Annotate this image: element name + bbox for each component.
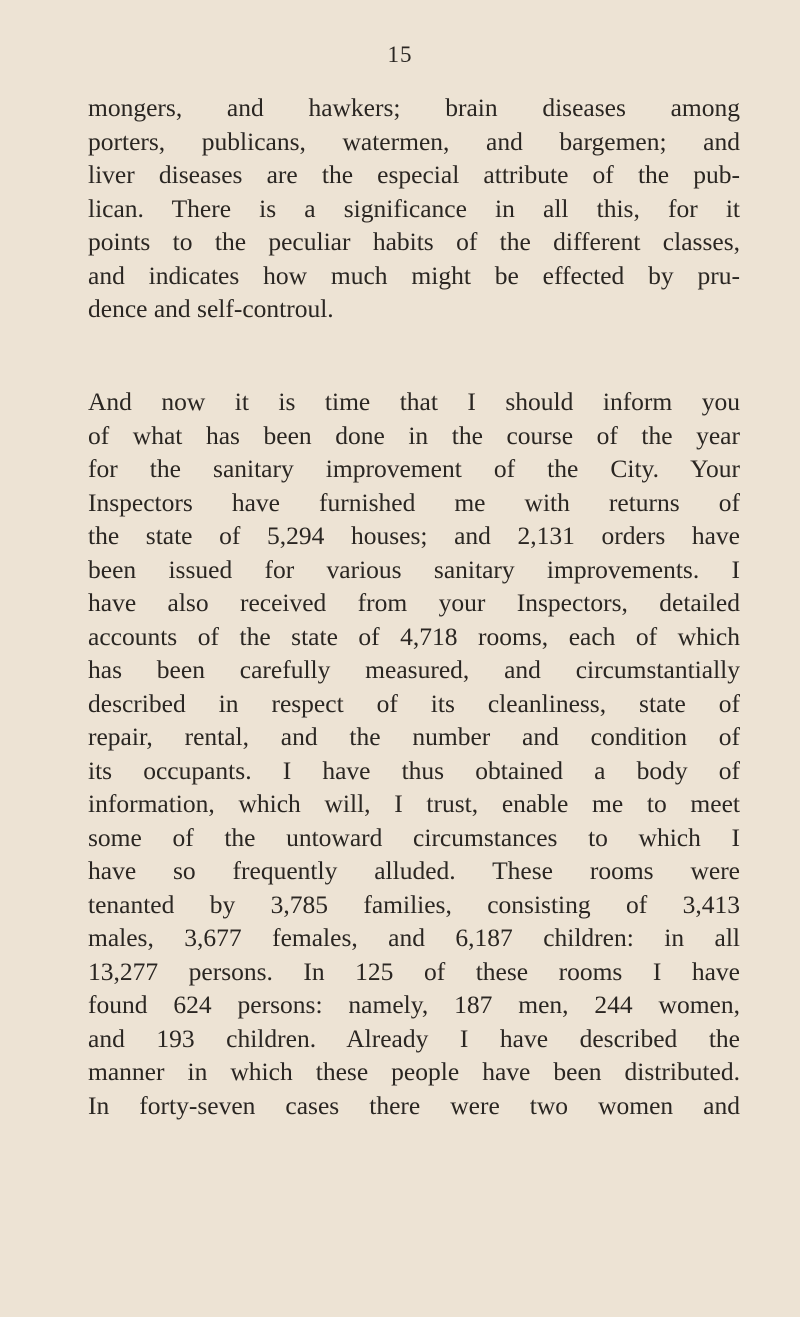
text-line: described in respect of its cleanliness, state of (88, 688, 740, 718)
text-line: found 624 persons: namely, 187 men, 244 women, (88, 990, 740, 1019)
paragraph-2 (88, 385, 740, 1122)
text-line: porters, publicans, watermen, and bargemen; and (88, 126, 740, 156)
text-line: of what has been done in the course of the year (88, 420, 740, 450)
text-line: dence and self-controul. (88, 294, 334, 323)
text-line: its occupants. I have thus obtained a body of (88, 755, 740, 785)
text-line: manner in which these people have been distributed. (88, 1057, 740, 1086)
text-line: In forty-seven cases there were two women and (88, 1090, 740, 1120)
text-line: and 193 children. Already I have described the (88, 1023, 740, 1053)
text-line: has been carefully measured, and circumstantially (88, 655, 740, 684)
text-line: males, 3,677 females, and 6,187 children: in all (88, 923, 740, 952)
text-line: and indicates how much might be effected by pru- (88, 260, 740, 290)
text-line: some of the untoward circumstances to which I (88, 822, 740, 852)
text-line: liver diseases are the especial attribute of the pub- (88, 160, 740, 189)
text-line: lican. There is a significance in all this, for it (88, 193, 740, 223)
text-line: the state of 5,294 houses; and 2,131 orders have (88, 521, 740, 550)
text-line: for the sanitary improvement of the City. Your (88, 454, 740, 483)
text-line: mongers, and hawkers; brain diseases among (88, 93, 740, 122)
text-line: Inspectors have furnished me with returns of (88, 487, 740, 517)
paragraph-1 (88, 91, 740, 326)
text-line: points to the peculiar habits of the different classes, (88, 227, 740, 256)
text-line: accounts of the state of 4,718 rooms, each of which (88, 621, 740, 651)
text-line: 13,277 persons. In 125 of these rooms I have (88, 956, 740, 986)
text-line: have also received from your Inspectors, detailed (88, 588, 740, 617)
page-number: 15 (387, 42, 413, 67)
text-line: information, which will, I trust, enable me to meet (88, 789, 740, 818)
text-line: been issued for various sanitary improvements. I (88, 554, 740, 584)
text-line: tenanted by 3,785 families, consisting of 3,413 (88, 889, 740, 919)
text-line: have so frequently alluded. These rooms were (88, 856, 740, 885)
text-line: repair, rental, and the number and condition of (88, 722, 740, 751)
text-line: And now it is time that I should inform you (88, 387, 740, 416)
